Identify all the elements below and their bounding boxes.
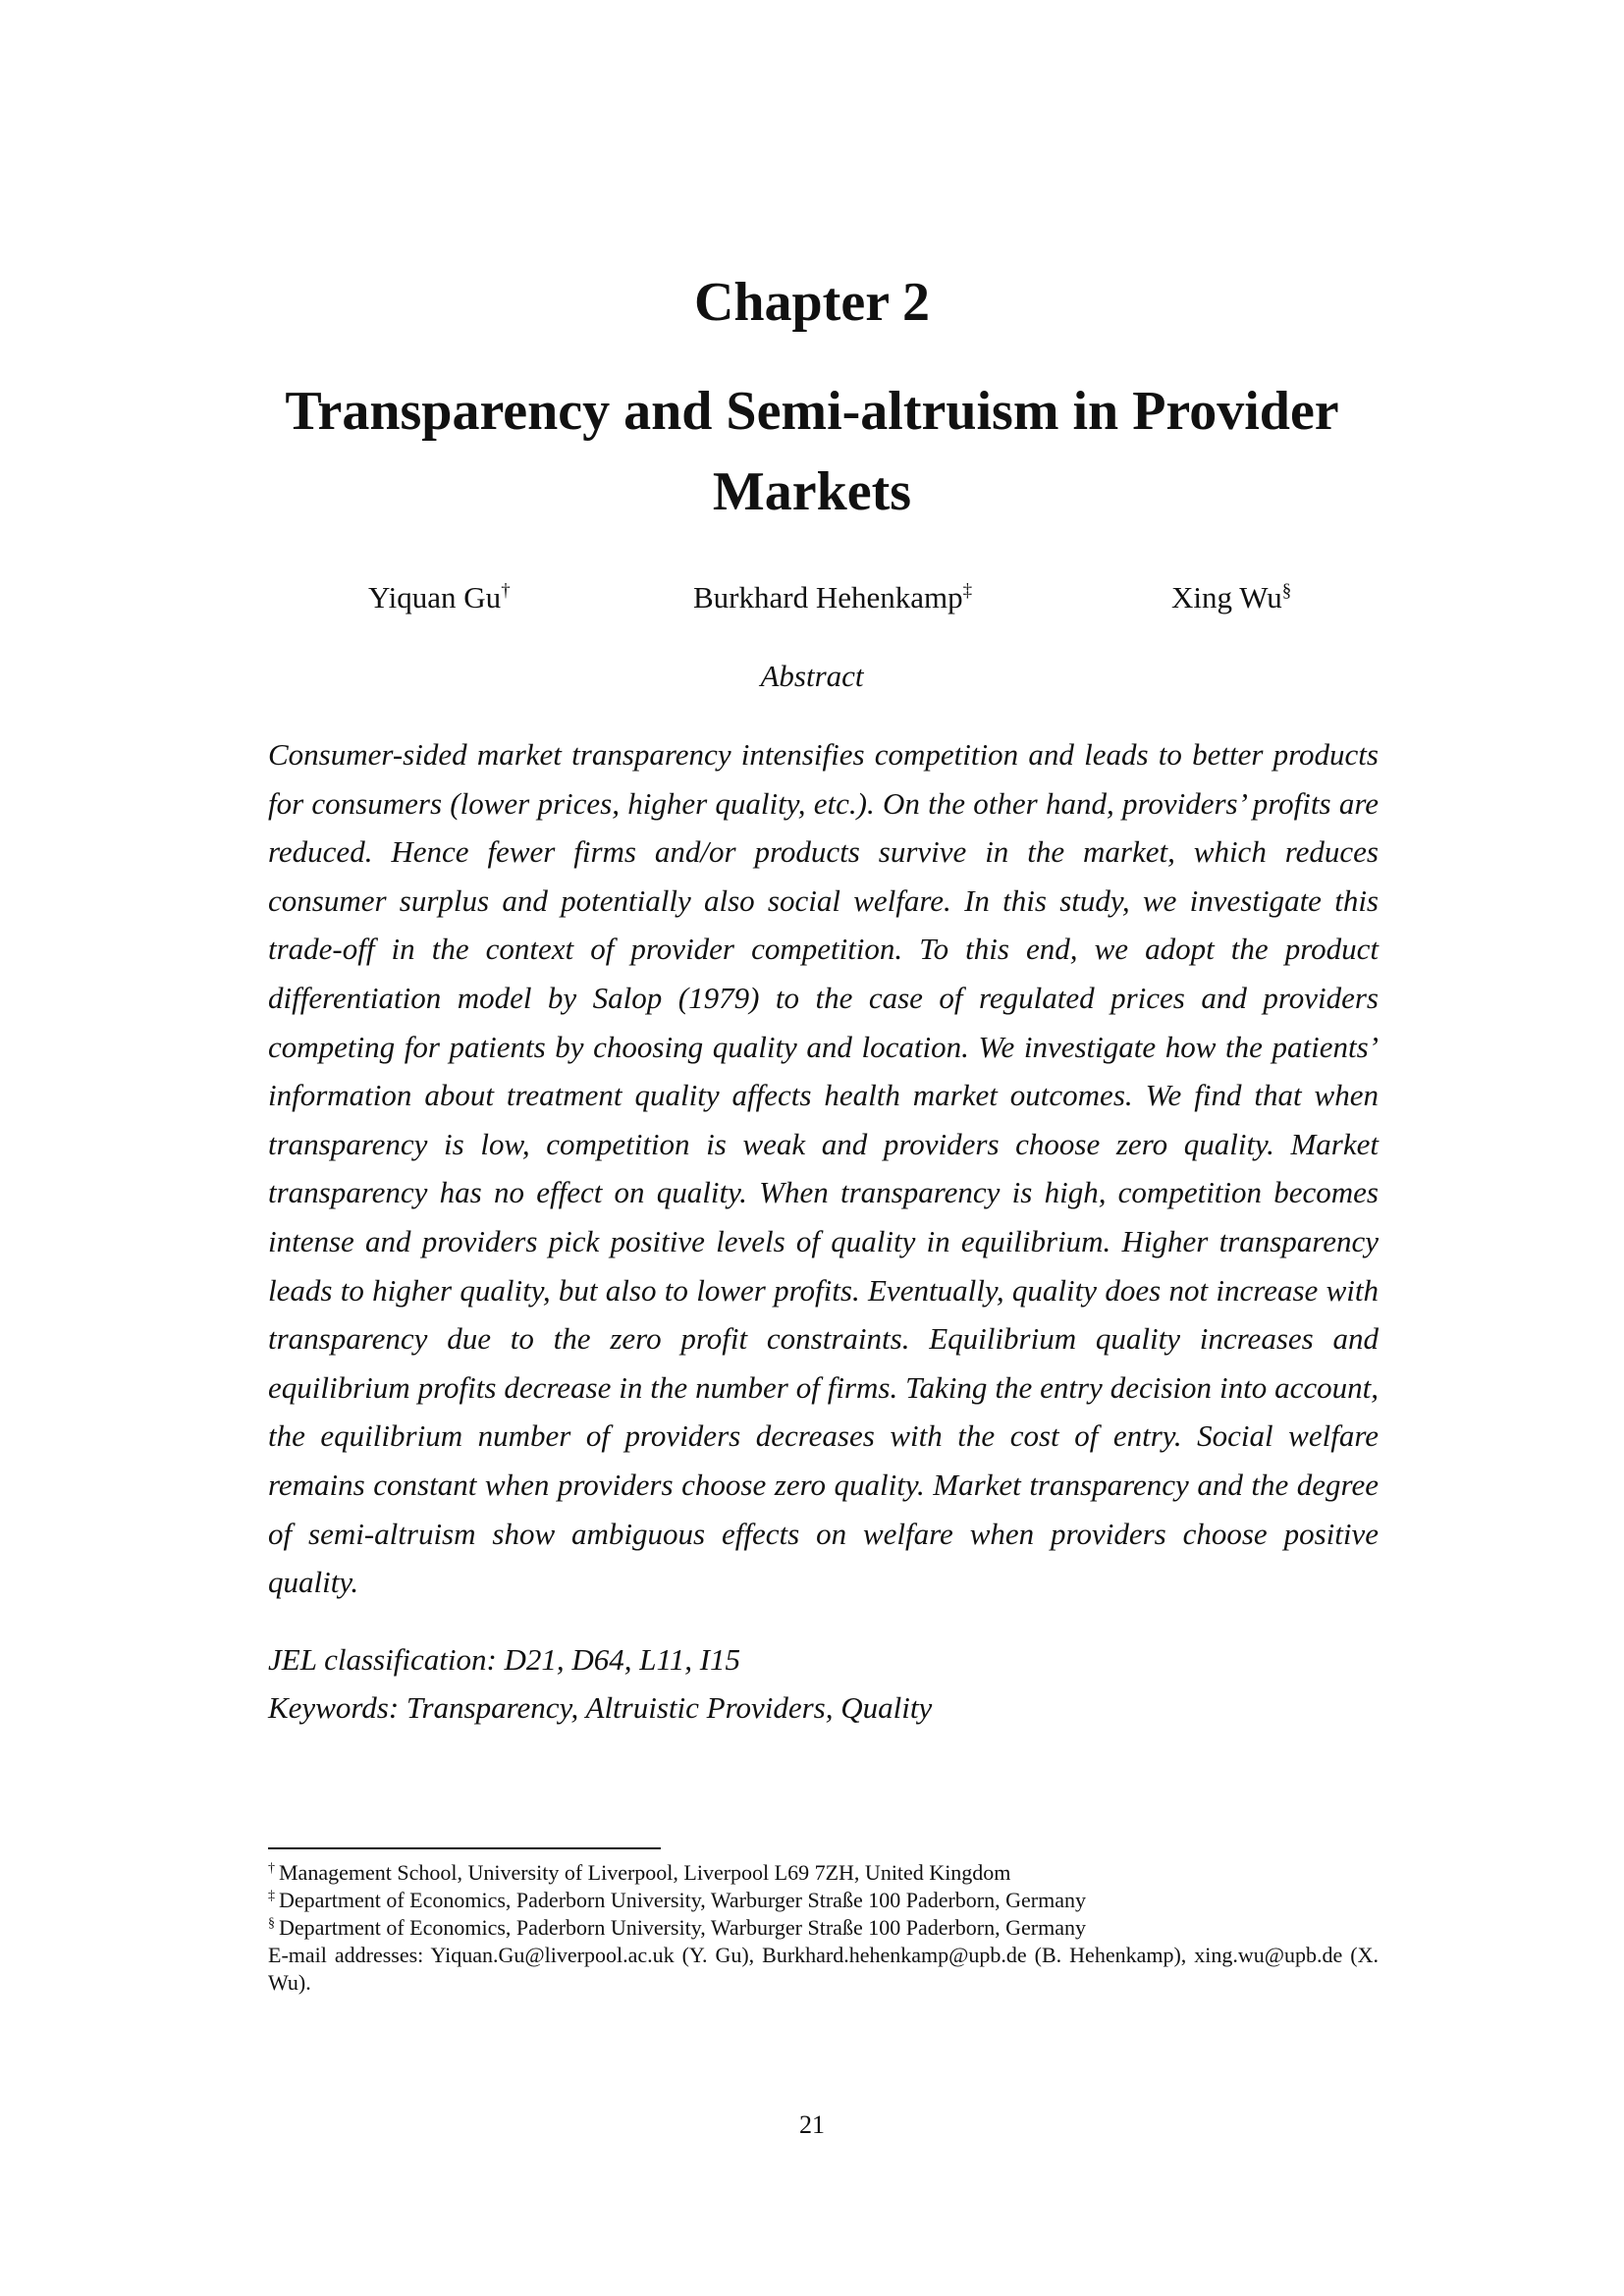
footnote-text: Department of Economics, Paderborn University, Warburger Straße 100 Paderborn, Germany — [279, 1915, 1086, 1940]
footnote-email-addresses: E-mail addresses: Yiquan.Gu@liverpool.ac.uk (Y. Gu), Burkhard.hehenkamp@upb.de (B. Hehenkamp), xing.wu@upb.de (X. Wu). — [268, 1943, 1379, 1995]
author-footnote-mark: † — [501, 580, 511, 602]
footnote-divider — [268, 1847, 661, 1849]
author-name: Xing Wu — [1171, 580, 1282, 614]
footnotes — [268, 1859, 1379, 1997]
author-name: Yiquan Gu — [368, 580, 502, 614]
author-wu — [1171, 573, 1291, 622]
abstract-text: Consumer-sided market transparency intensifies competition and leads to better products for consumers (lower prices, higher quality, etc.). On the other hand, providers’ profits are reduced. Hence fewer firms and/or products survive in the market, which reduces consumer surplus and potentially also social welfare. In this study, we investigate this trade-off in the context of provider competition. To this end, we adopt the product differentiation model by Salop (1979) to the case of regulated prices and providers competing for patients by choosing quality and location. We investigate how the patients’ information about treatment quality affects health market outcomes. We find that when transparency is low, competition is weak and providers choose zero quality. Market transparency has no effect on quality. When transparency is high, competition becomes intense and providers pick positive levels of quality in equilibrium. Higher transparency leads to higher quality, but also to lower profits. Eventually, quality does not increase with transparency due to the zero profit constraints. Equilibrium quality increases and equilibrium profits decrease in the number of firms. Taking the entry decision into account, the equilibrium number of providers decreases with the cost of entry. Social welfare remains constant when providers choose zero quality. Market transparency and the degree of semi-altruism show ambiguous effects on welfare when providers choose positive quality. — [268, 737, 1379, 1600]
chapter-label: Chapter 2 — [693, 272, 931, 333]
footnote-mark: ‡ — [268, 1888, 275, 1903]
classification-block — [268, 1635, 1379, 1732]
footnote-affiliation-gu — [268, 1859, 1379, 1887]
author-footnote-mark: ‡ — [962, 580, 973, 602]
author-name: Burkhard Hehenkamp — [693, 580, 963, 614]
paper-title-line-1: Transparency and Semi-altruism in Provider — [285, 381, 1339, 442]
author-footnote-mark: § — [1281, 580, 1292, 602]
paper-title — [0, 371, 1624, 532]
footnote-affiliation-wu — [268, 1914, 1379, 1942]
author-hehenkamp — [693, 573, 972, 622]
paper-title-line-2: Markets — [712, 461, 912, 522]
author-gu — [368, 573, 511, 622]
footnote-mark: § — [268, 1915, 275, 1931]
footnote-mark: † — [268, 1860, 275, 1876]
footnote-text: Department of Economics, Paderborn University, Warburger Straße 100 Paderborn, Germany — [279, 1888, 1086, 1912]
abstract-heading: Abstract — [760, 659, 864, 693]
jel-classification: JEL classification: D21, D64, L11, I15 — [268, 1642, 741, 1677]
page-number: 21 — [799, 2110, 825, 2139]
author-list — [0, 573, 1624, 622]
footnote-text: Management School, University of Liverpool, Liverpool L69 7ZH, United Kingdom — [279, 1860, 1011, 1885]
footnote-affiliation-hehenkamp — [268, 1887, 1379, 1914]
keywords: Keywords: Transparency, Altruistic Providers, Quality — [268, 1690, 933, 1725]
